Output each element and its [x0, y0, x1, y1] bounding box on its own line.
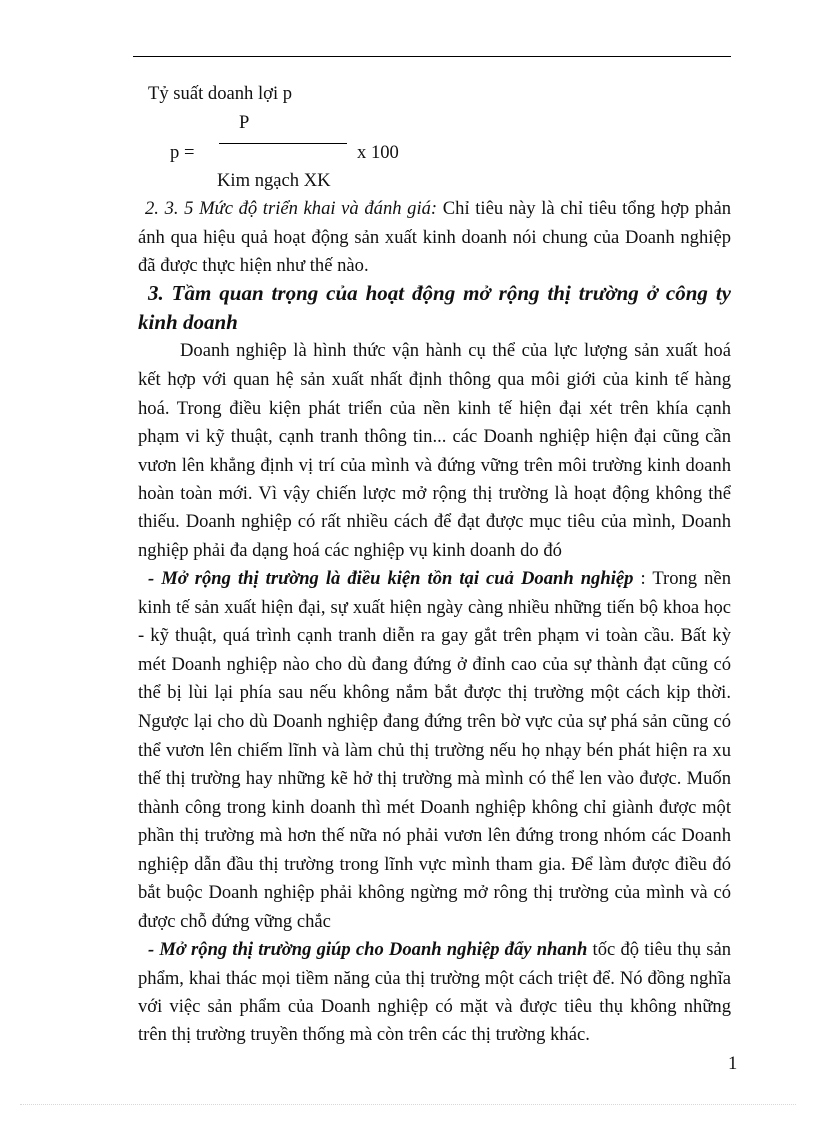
para3-lead: - Mở rộng thị trường giúp cho Doanh nghiệp đẩy nhanh [148, 939, 588, 960]
section-2-3-5-line-2: ánh qua hiệu quả hoạt động sản xuất kinh doanh nói chung của Doanh nghiệp [138, 227, 731, 248]
para1-line: thiếu. Doanh nghiệp có rất nhiều cách để đạt được mục tiêu của mình, Doanh [138, 511, 731, 532]
para1-line: vươn lên khẳng định vị trí của mình và đứng vững trên môi trường kinh doanh [138, 455, 731, 476]
para2-line: kinh tế sản xuất hiện đại, sự xuất hiện ngày càng nhiều những tiến bộ khoa học [138, 597, 731, 618]
para2-line: thành công trong kinh doanh thì mét Doanh nghiệp không chỉ giành được một [138, 797, 731, 818]
para3-line: phẩm, khai thác mọi tiềm năng của thị trường một cách triệt để. Nó đồng nghĩa [138, 968, 731, 989]
page-edge-divider [20, 1104, 796, 1105]
para2-line: - kỹ thuật, quá trình cạnh tranh diễn ra gay gắt trên phạm vi toàn cầu. Bất kỳ [138, 625, 731, 646]
formula-lhs: p = [170, 142, 195, 163]
section-2-3-5-line-1: 2. 3. 5 Mức độ triển khai và đánh giá: Chỉ tiêu này là chỉ tiêu tổng hợp phản [145, 198, 731, 219]
section-3-heading-line-1: 3. Tầm quan trọng của hoạt động mở rộng thị trường ở công ty [148, 281, 731, 305]
para2-line: thể bị lùi lại phía sau nếu không nắm bắt được thị trường một cách kịp thời. [138, 682, 731, 703]
para2-line-1: - Mở rộng thị trường là điều kiện tồn tại cuả Doanh nghiệp : Trong nền [148, 568, 731, 589]
para1-line: kết hợp với quan hệ sản xuất nhất định thông qua môi giới của kinh tế hàng [138, 369, 731, 390]
para2-line: bắt buộc Doanh nghiệp phải không ngừng mở rông thị trường của mình và có [138, 882, 731, 903]
para1-line: nghiệp phải đa dạng hoá các nghiệp vụ kinh doanh do đó [138, 540, 562, 561]
fraction-bar [219, 143, 347, 144]
para3-line: với việc sản phẩm của Doanh nghiệp có mặt và được tiêu thụ không những [138, 996, 731, 1017]
para1-line: hoá. Trong điều kiện phát triển của nền kinh tế hiện đại xét trên khía cạnh [138, 398, 731, 419]
header-rule [133, 56, 731, 57]
para1-line: hoàn toàn mới. Vì vậy chiến lược mở rộng thị trường là hoạt động không thể [138, 483, 731, 504]
formula-denominator: Kim ngạch XK [217, 170, 331, 191]
para1-line: phạm vi kỹ thuật, cạnh tranh thông tin... các Doanh nghiệp hiện đại cũng cần [138, 426, 731, 447]
para2-line: được chỗ đứng vững chắc [138, 911, 331, 932]
section-2-3-5-line-3: đã được thực hiện như thế nào. [138, 255, 369, 276]
para2-line: Ngược lại cho dù Doanh nghiệp đang đứng trên bờ vực của sự phá sản cũng có [138, 711, 731, 732]
para2-line: thể vươn lên chiếm lĩnh và làm chủ thị trường nếu họ nhạy bén phát hiện ra xu [138, 740, 731, 761]
formula-label: Tỷ suất doanh lợi p [148, 83, 293, 104]
formula-numerator: P [239, 112, 250, 133]
section-3-heading-line-2: kinh doanh [138, 310, 238, 334]
para2-line: phần thị trường mà hơn thế nữa nó phải vươn lên đứng trong nhóm các Doanh [138, 825, 731, 846]
para1-line: Doanh nghiệp là hình thức vận hành cụ thể của lực lượng sản xuất hoá [180, 340, 731, 361]
para2-line: nghiệp dẫn đầu thị trường trong lĩnh vực mình tham gia. Để làm được điều đó [138, 854, 731, 875]
para3-line: trên thị trường truyền thống mà còn trên các thị trường khác. [138, 1024, 590, 1045]
section-2-3-5-title: 2. 3. 5 Mức độ triển khai và đánh giá: [145, 198, 438, 219]
para2-line: thế thị trường hay những kẽ hở thị trường mà mình có thể len vào được. Muốn [138, 768, 731, 789]
formula-multiplier: x 100 [357, 142, 399, 163]
page-number: 1 [728, 1053, 738, 1074]
para3-line-1: - Mở rộng thị trường giúp cho Doanh nghiệp đẩy nhanh tốc độ tiêu thụ sản [148, 939, 731, 960]
para2-lead: - Mở rộng thị trường là điều kiện tồn tại cuả Doanh nghiệp [148, 568, 634, 589]
para2-line: mét Doanh nghiệp nào cho dù đang đứng ở đỉnh cao của sự thành đạt cũng có [138, 654, 731, 675]
